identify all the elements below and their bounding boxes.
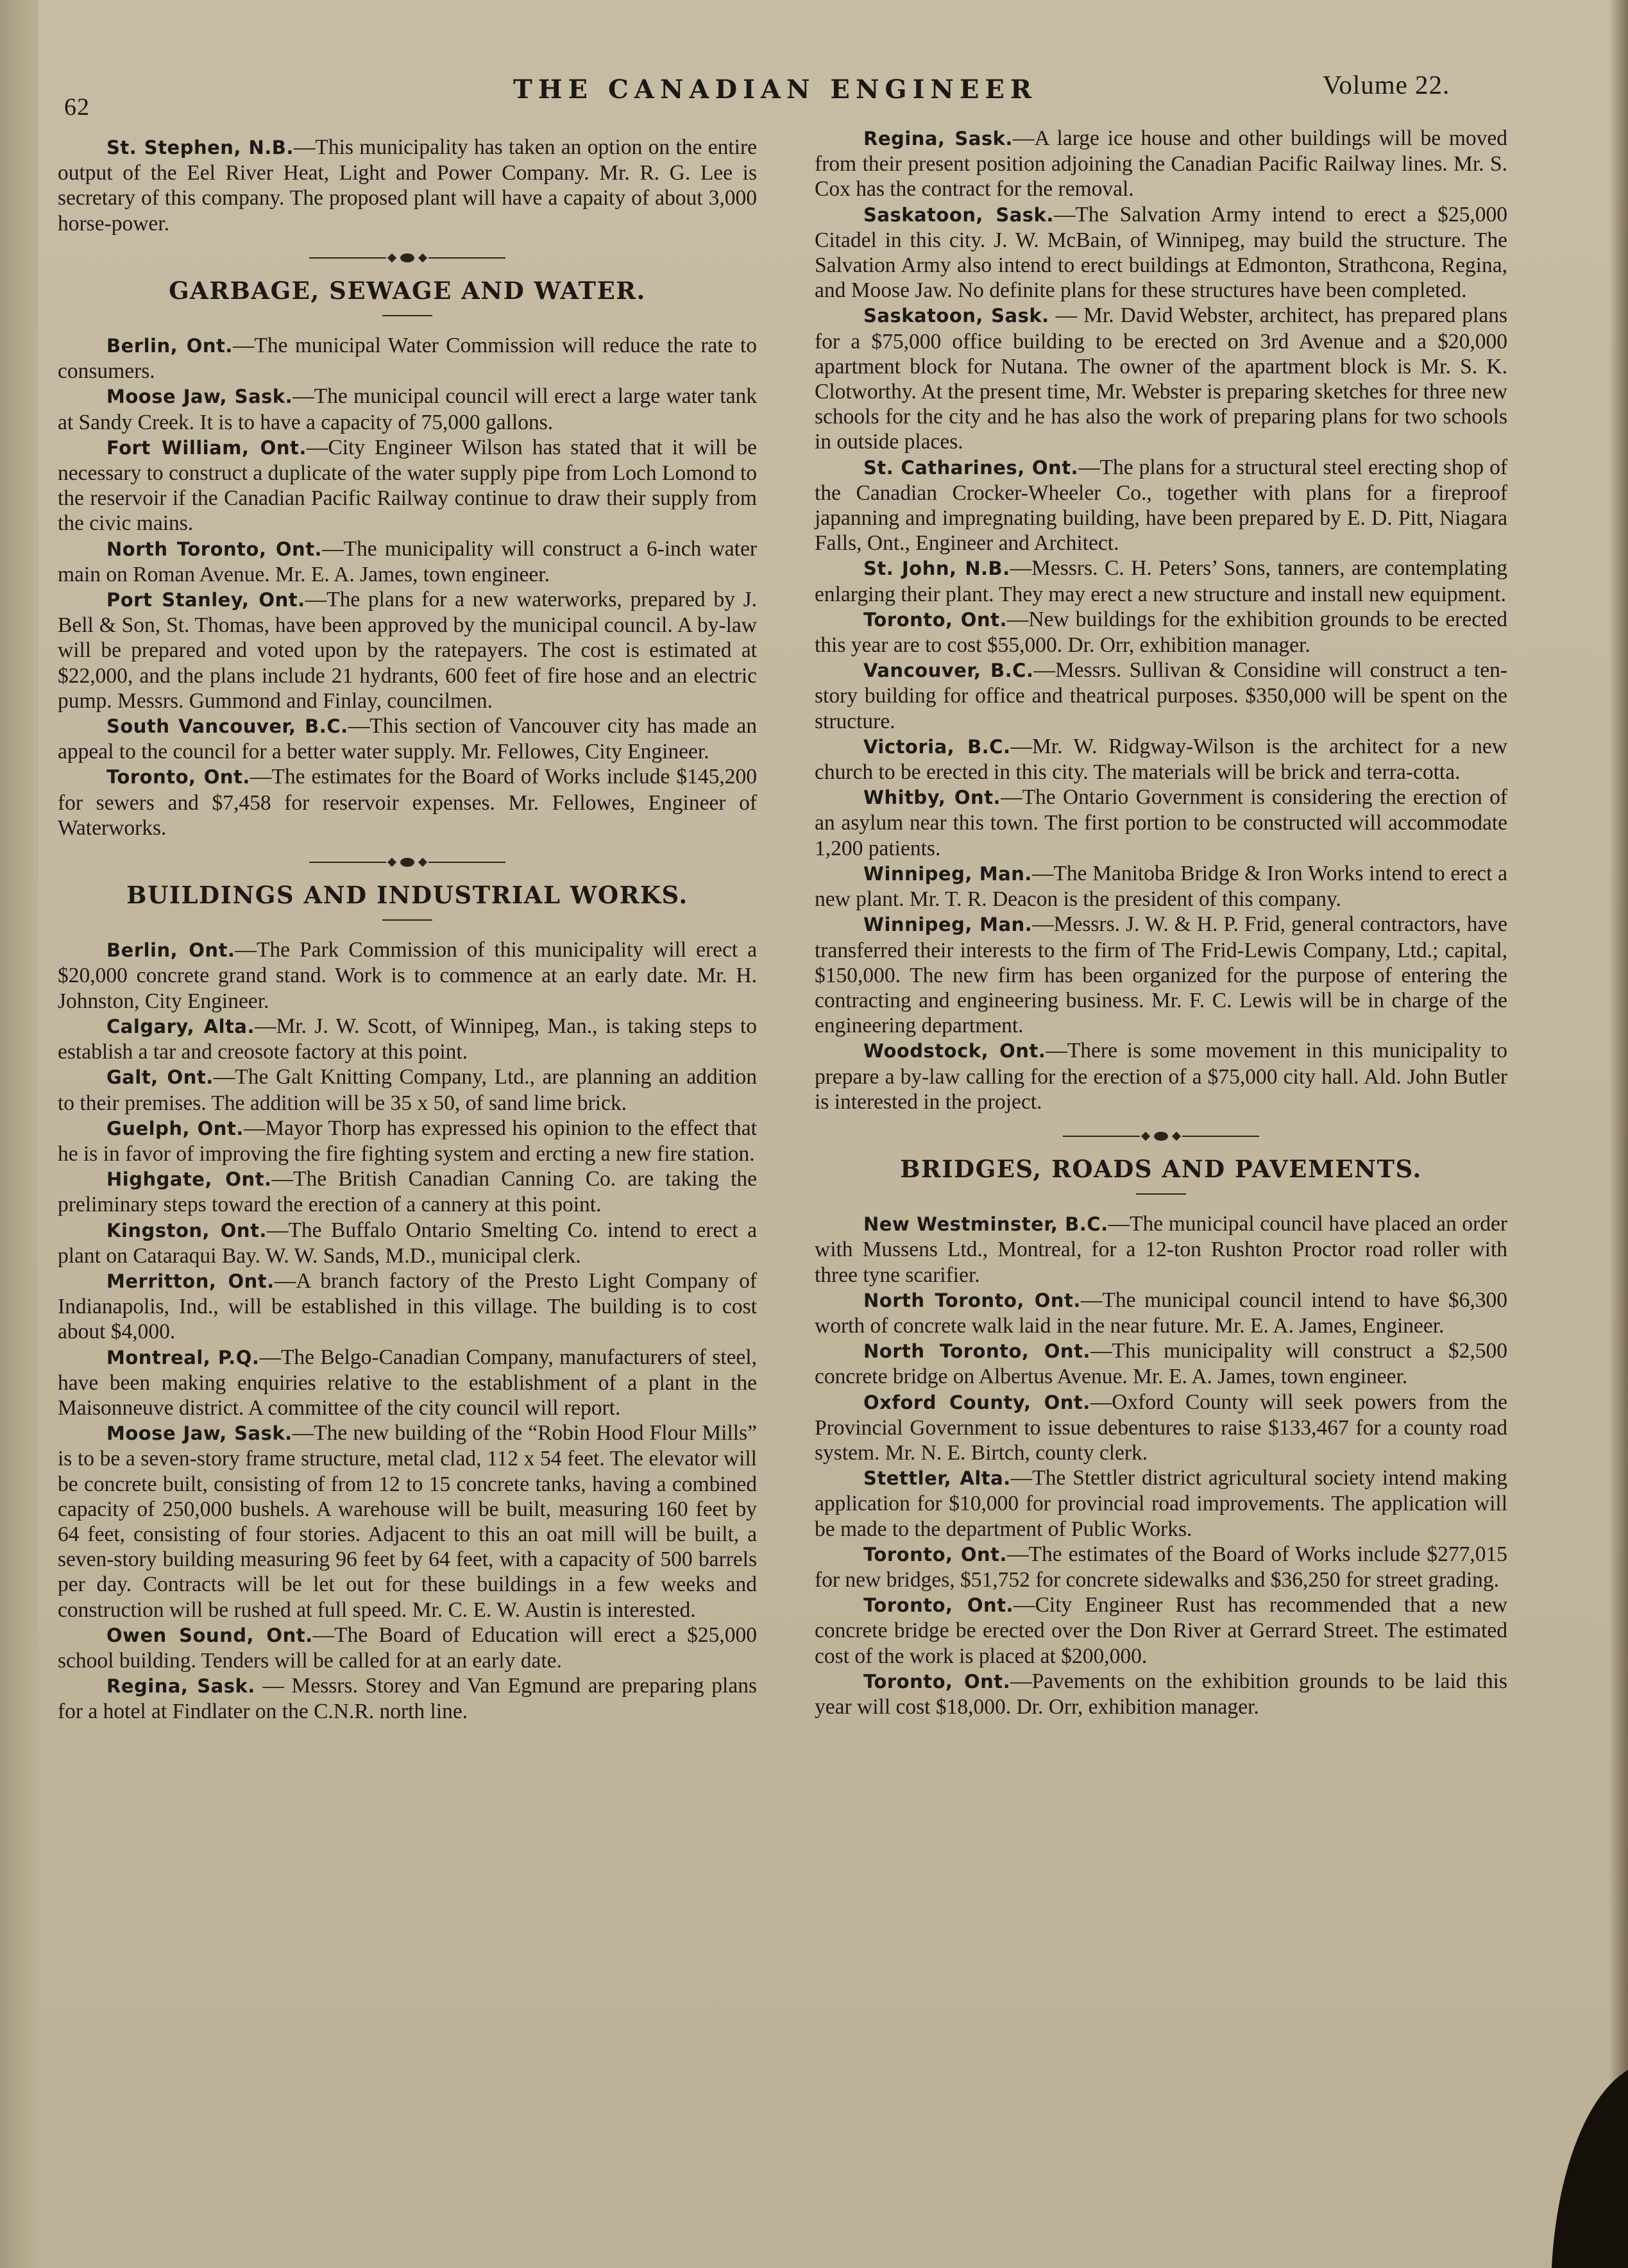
entry-text: —The municipal council have placed an order with Mussens Ltd., Montreal, for a 12-ton Rushton Proctor road roller with three tyne scarifier. bbox=[815, 1212, 1507, 1287]
title-rule bbox=[1136, 1193, 1186, 1195]
entry-text: —A branch factory of the Presto Light Company of Indianapolis, Ind., will be established in this village. The building is to cost about $4,000. bbox=[58, 1268, 758, 1344]
entry-place: New Westminster, B.C. bbox=[863, 1213, 1108, 1236]
entry-text: —The plans for a new waterworks, prepared by J. Bell & Son, St. Thomas, have been approved by the municipal council. A by-law will be prepared and voted upon by the ratepayers. The cost is estimated at $22,000, and the plans include 21 hydrants, 600 feet of fire hose and an electric pump. Messrs. Gummond and Finlay, councilmen. bbox=[58, 588, 757, 713]
entry-place: St. Catharines, Ont. bbox=[863, 456, 1079, 479]
journal-title: THE CANADIAN ENGINEER bbox=[513, 74, 1038, 105]
entry-place: Toronto, Ont. bbox=[863, 608, 1007, 631]
news-entry bbox=[815, 1338, 1507, 1389]
page-number: 62 bbox=[64, 94, 90, 121]
entry-place: St. Stephen, N.B. bbox=[106, 137, 294, 158]
entry-place: Berlin, Ont. bbox=[106, 335, 233, 357]
entry-place: Vancouver, B.C. bbox=[863, 660, 1034, 682]
left-column bbox=[58, 135, 757, 1725]
news-entry bbox=[815, 303, 1507, 454]
entry-text: —New buildings for the exhibition grounds to be erected this year are to cost $55,000. Dr. Orr, exhibition manager. bbox=[815, 607, 1507, 658]
entry-place: Saskatoon, Sask. bbox=[863, 203, 1054, 226]
entry-text: —A large ice house and other buildings will be moved from their present position adjoining the Canadian Pacific Railway lines. Mr. S. Cox has the contract for the removal. bbox=[815, 126, 1507, 201]
section-divider bbox=[58, 250, 757, 266]
entry-place: Montreal, P.Q. bbox=[106, 1346, 260, 1368]
news-entry bbox=[58, 1268, 757, 1345]
entry-text: —The municipal Water Commission will reduce the rate to consumers. bbox=[58, 334, 757, 384]
entry-place: North Toronto, Ont. bbox=[863, 1289, 1081, 1311]
binding-gutter bbox=[0, 0, 38, 2268]
entry-place: Kingston, Ont. bbox=[106, 1219, 267, 1241]
news-entry bbox=[58, 1420, 757, 1623]
entry-place: Fort William, Ont. bbox=[106, 436, 307, 459]
entry-place: Oxford County, Ont. bbox=[863, 1391, 1090, 1413]
entry-text: —City Engineer Wilson has stated that it will be necessary to construct a duplicate of the water supply pipe from Loch Lomond to the reservoir if the Canadian Pacific Railway continue to draw their supply from the civic mains. bbox=[58, 435, 757, 536]
entry-text: —The municipality will construct a 6-inch water main on Roman Avenue. Mr. E. A. James, town engineer. bbox=[58, 536, 758, 586]
news-entry bbox=[58, 713, 757, 764]
entry-text: —This municipality has taken an option on the entire output of the Eel River Heat, Light and Power Company. Mr. R. G. Lee is secretary of this company. The proposed plant will have a capaity of about 3,000 horse-power. bbox=[58, 135, 757, 235]
garbage-section-body bbox=[58, 333, 757, 840]
entry-text: —The Ontario Government is considering the erection of an asylum near this town. The first portion to be constructed will accommodate 1,200 patients. bbox=[815, 785, 1507, 860]
entry-text: —This municipality will construct a $2,500 concrete bridge on Albertus Avenue. Mr. E. A. James, town engineer. bbox=[815, 1339, 1507, 1389]
entry-text: —Mayor Thorp has expressed his opinion to the effect that he is in favor of improving the fire fighting system and ercting a new fire station. bbox=[58, 1116, 757, 1166]
news-entry bbox=[58, 1166, 757, 1217]
news-entry bbox=[815, 556, 1507, 606]
news-entry bbox=[58, 435, 757, 536]
page-edge-shadow bbox=[1609, 0, 1628, 2268]
news-entry bbox=[815, 734, 1507, 785]
entry-text: —The municipal council will erect a large water tank at Sandy Creek. It is to have a capacity of 75,000 gallons. bbox=[58, 384, 757, 434]
entry-text: —There is some movement in this municipality to prepare a by-law calling for the erection of a $75,000 city hall. Ald. John Butler is interested in the project. bbox=[815, 1039, 1507, 1114]
entry-place: Saskatoon, Sask. bbox=[863, 305, 1049, 327]
news-entry bbox=[58, 135, 757, 236]
entry-place: North Toronto, Ont. bbox=[106, 538, 323, 560]
entry-place: Regina, Sask. bbox=[863, 128, 1013, 149]
entry-text: — Messrs. Storey and Van Egmund are preparing plans for a hotel at Findlater on the C.N.R. north line. bbox=[58, 1674, 757, 1724]
news-entry bbox=[815, 1288, 1507, 1338]
news-entry bbox=[815, 126, 1507, 202]
entry-place: Winnipeg, Man. bbox=[863, 914, 1033, 936]
entry-text: —Messrs. J. W. & H. P. Frid, general contractors, have transferred their interests to the firm of The Frid-Lewis Company, Ltd.; capital, $150,000. The new firm has been organized for the purpose of entering the contracting and engineering business. Mr. F. C. Lewis will be in charge of the engineering department. bbox=[815, 912, 1507, 1038]
entry-place: Highgate, Ont. bbox=[106, 1168, 272, 1191]
entry-place: Winnipeg, Man. bbox=[863, 862, 1032, 885]
news-entry bbox=[58, 333, 757, 384]
entry-place: Toronto, Ont. bbox=[863, 1670, 1011, 1692]
entry-text: —The Park Commission of this municipality will erect a $20,000 concrete grand stand. Work is to commence at an early date. Mr. H. Johnston, City Engineer. bbox=[58, 938, 757, 1013]
news-entry bbox=[58, 384, 757, 434]
section-title-buildings: BUILDINGS AND INDUSTRIAL WORKS. bbox=[126, 881, 688, 910]
entry-text: —Messrs. Sullivan & Considine will construct a ten-story building for office and theatrical purposes. $350,000 will be spent on the structure. bbox=[815, 658, 1507, 733]
entry-place: Guelph, Ont. bbox=[106, 1117, 244, 1139]
entry-place: Owen Sound, Ont. bbox=[106, 1624, 313, 1646]
entry-place: South Vancouver, B.C. bbox=[106, 715, 348, 738]
entry-text: —The Salvation Army intend to erect a $25,000 Citadel in this city. J. W. McBain, of Winnipeg, may build the structure. The Salvation Army also intend to erect buildings at Edmonton, Strathcona, Regina, and Moose Jaw. No definite plans for these structures have been completed. bbox=[815, 202, 1507, 303]
entry-text: —The municipal council intend to have $6,300 worth of concrete walk laid in the near future. Mr. E. A. James, Engineer. bbox=[815, 1288, 1508, 1338]
entry-place: Toronto, Ont. bbox=[863, 1543, 1008, 1565]
news-entry bbox=[58, 1673, 757, 1724]
buildings-section-body bbox=[58, 937, 757, 1724]
news-entry bbox=[815, 455, 1507, 556]
entry-text: —The estimates for the Board of Works include $145,200 for sewers and $7,458 for reservoir expenses. Mr. Fellowes, Engineer of Waterworks. bbox=[58, 765, 757, 840]
news-entry bbox=[58, 587, 757, 713]
entry-text: — Mr. David Webster, architect, has prepared plans for a $75,000 office building to be erected on 3rd Avenue and a $20,000 apartment block for Nutana. The owner of the apartment block is Mr. S. K. Clotworthy. At the present time, Mr. Webster is preparing sketches for three new schools for the city and he has also the work of preparing plans for two schools in outside places. bbox=[815, 303, 1508, 454]
entry-place: Stettler, Alta. bbox=[863, 1467, 1011, 1490]
news-entry bbox=[58, 1218, 757, 1268]
entry-text: —The Stettler district agricultural society intend making application for $10,000 for provincial road improvements. The application will be made to the department of Public Works. bbox=[815, 1466, 1507, 1541]
news-entry bbox=[58, 764, 757, 840]
entry-text: —The Buffalo Ontario Smelting Co. intend to erect a plant on Cataraqui Bay. W. W. Sands, M.D., municipal clerk. bbox=[58, 1218, 757, 1268]
entry-place: Victoria, B.C. bbox=[863, 735, 1011, 758]
entry-text: —Mr. J. W. Scott, of Winnipeg, Man., is taking steps to establish a tar and creosote factory at this point. bbox=[58, 1014, 757, 1064]
entry-place: North Toronto, Ont. bbox=[863, 1340, 1090, 1363]
entry-place: Moose Jaw, Sask. bbox=[106, 1422, 293, 1445]
news-entry bbox=[815, 1211, 1507, 1288]
entry-text: —Mr. W. Ridgway-Wilson is the architect for a new church to be erected in this city. The materials will be brick and terra-cotta. bbox=[815, 734, 1507, 785]
entry-place: Woodstock, Ont. bbox=[863, 1040, 1046, 1062]
title-rule bbox=[382, 315, 432, 316]
entry-text: —Oxford County will seek powers from the Provincial Government to issue debentures to raise $133,467 for a county road system. Mr. N. E. Birtch, county clerk. bbox=[815, 1390, 1507, 1465]
volume-label: Volume 22. bbox=[1323, 70, 1450, 99]
entry-place: Port Stanley, Ont. bbox=[106, 589, 305, 611]
news-entry bbox=[58, 536, 757, 587]
entry-place: Calgary, Alta. bbox=[106, 1015, 255, 1037]
news-entry bbox=[58, 937, 757, 1014]
news-entry bbox=[815, 1542, 1507, 1592]
buildings-continued-body bbox=[815, 126, 1507, 1114]
entry-place: St. John, N.B. bbox=[863, 558, 1010, 580]
section-title-bridges: BRIDGES, ROADS AND PAVEMENTS. bbox=[900, 1154, 1422, 1183]
news-entry bbox=[815, 912, 1507, 1038]
section-divider bbox=[58, 855, 757, 870]
bridges-section-body bbox=[815, 1211, 1507, 1719]
entry-text: —The Galt Knitting Company, Ltd., are planning an addition to their premises. The addition will be 35 x 50, of sand lime brick. bbox=[58, 1065, 757, 1115]
entry-place: Galt, Ont. bbox=[106, 1066, 214, 1089]
entry-text: —The new building of the “Robin Hood Flour Mills” is to be a seven-story frame structure, metal clad, 112 x 54 feet. The elevator will be concrete built, consisting of from 12 to 15 concrete tanks, having a combined capacity of 250,000 bushels. A warehouse will be built, measuring 160 feet by 64 feet, consisting of four stories. Adjacent to this an oat mill will be built, a seven-story building measuring 96 feet by 64 feet, with a capacity of 500 barrels per day. Contracts will be let out for these buildings in a few weeks and construction will be rushed at full speed. Mr. C. E. W. Austin is interested. bbox=[58, 1421, 757, 1622]
entry-place: Toronto, Ont. bbox=[863, 1594, 1014, 1617]
entry-place: Berlin, Ont. bbox=[106, 939, 235, 962]
entry-place: Regina, Sask. bbox=[106, 1675, 255, 1698]
news-entry bbox=[815, 785, 1507, 861]
news-entry bbox=[815, 1669, 1507, 1719]
news-entry bbox=[815, 1038, 1507, 1114]
entry-text: —The Manitoba Bridge & Iron Works intend to erect a new plant. Mr. T. R. Deacon is the president of this company. bbox=[815, 861, 1507, 912]
entry-text: —The Belgo-Canadian Company, manufacturers of steel, have been making enquiries relative to the establishment of a plant in the Maisonneuve district. A committee of the city council will report. bbox=[58, 1345, 757, 1420]
news-entry bbox=[58, 1345, 757, 1421]
dark-corner bbox=[1551, 2063, 1628, 2268]
news-entry bbox=[58, 1064, 757, 1115]
entry-text: —Pavements on the exhibition grounds to be laid this year will cost $18,000. Dr. Orr, exhibition manager. bbox=[815, 1669, 1507, 1719]
news-entry bbox=[815, 607, 1507, 658]
news-entry bbox=[58, 1116, 757, 1166]
entry-text: —The plans for a structural steel erecting shop of the Canadian Crocker-Wheeler Co., together with plans for a fireproof japanning and impregnating building, have been prepared by E. D. Pitt, Niagara Falls, Ont., Engineer and Architect. bbox=[815, 455, 1507, 556]
entry-place: Whitby, Ont. bbox=[863, 787, 1001, 809]
title-rule bbox=[382, 919, 432, 921]
news-entry bbox=[815, 1592, 1507, 1669]
news-entry bbox=[815, 202, 1507, 303]
entry-text: —City Engineer Rust has recommended that a new concrete bridge be erected over the Don River at Gerrard Street. The estimated cost of the work is placed at $200,000. bbox=[815, 1593, 1507, 1668]
entry-place: Toronto, Ont. bbox=[106, 766, 250, 789]
news-entry bbox=[58, 1623, 757, 1673]
section-title-garbage: GARBAGE, SEWAGE AND WATER. bbox=[169, 276, 646, 305]
entry-text: —The British Canadian Canning Co. are taking the preliminary steps toward the erection of a cannery at this point. bbox=[58, 1167, 758, 1217]
news-entry bbox=[815, 1465, 1507, 1542]
news-entry bbox=[815, 1390, 1507, 1466]
entry-place: Moose Jaw, Sask. bbox=[106, 386, 293, 408]
entry-text: —Messrs. C. H. Peters’ Sons, tanners, are contemplating enlarging their plant. They may erect a new structure and install new equipment. bbox=[815, 556, 1507, 606]
news-entry bbox=[815, 861, 1507, 912]
entry-place: Merritton, Ont. bbox=[106, 1270, 275, 1292]
news-entry bbox=[815, 658, 1507, 734]
right-column bbox=[815, 126, 1507, 1719]
entry-text: —The Board of Education will erect a $25,000 school building. Tenders will be called for at an early date. bbox=[58, 1623, 757, 1673]
section-divider bbox=[815, 1129, 1507, 1144]
entry-text: —The estimates of the Board of Works include $277,015 for new bridges, $51,752 for concrete sidewalks and $36,250 for street grading. bbox=[815, 1542, 1507, 1592]
news-entry bbox=[58, 1014, 757, 1064]
entry-text: —This section of Vancouver city has made an appeal to the council for a better water supply. Mr. Fellowes, City Engineer. bbox=[58, 714, 757, 764]
